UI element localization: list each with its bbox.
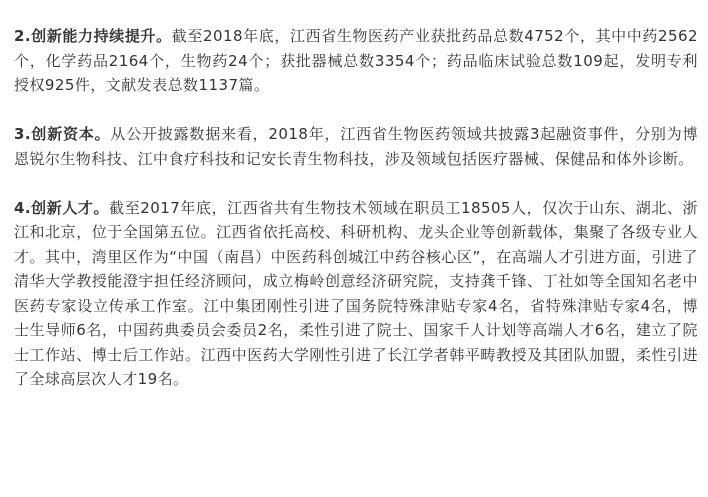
paragraph-heading: 3.创新资本。 — [14, 125, 111, 143]
paragraph-innovation-capital — [14, 122, 698, 171]
paragraph-heading: 2.创新能力持续提升。 — [14, 27, 172, 45]
paragraph-text: 从公开披露数据来看，2018年，江西省生物医药领域共披露3起融资事件，分别为博恩锐尔生物科技、江中食疗科技和记安长青生物科技，涉及领域包括医疗器械、保健品和体外诊断。 — [14, 125, 698, 168]
paragraph-text: 截至2018年底，江西省生物医药产业获批药品总数4752个，其中中药2562个，化学药品2164个，生物药24个；获批器械总数3354个；药品临床试验总数109起，发明专利授权925件，文献发表总数1137篇。 — [14, 27, 699, 94]
paragraph-innovation-talent — [14, 196, 698, 392]
article-body — [14, 24, 698, 392]
paragraph-innovation-capacity — [14, 24, 698, 98]
paragraph-text: 截至2017年底，江西省共有生物技术领域在职员工18505人，仅次于山东、湖北、浙江和北京，位于全国第五位。江西省依托高校、科研机构、龙头企业等创新载体，集聚了各级专业人才。其中，湾里区作为“中国（南昌）中医药科创城江中药谷核心区”，在高端人才引进方面，引进了清华大学教授能澄宇担任经济顾问，成立梅岭创意经济研究院，支持龚千锋、丁社如等全国知名老中医药专家设立传承工作室。江中集团刚性引进了国务院特殊津贴专家4名，省特殊津贴专家4名，博士生导师6名，中国药典委员会委员2名，柔性引进了院士、国家千人计划等高端人才6名，建立了院士工作站、博士后工作站。江西中医药大学刚性引进了长江学者韩平畴教授及其团队加盟，柔性引进了全球高层次人才19名。 — [14, 198, 698, 388]
paragraph-heading: 4.创新人才。 — [14, 198, 110, 217]
